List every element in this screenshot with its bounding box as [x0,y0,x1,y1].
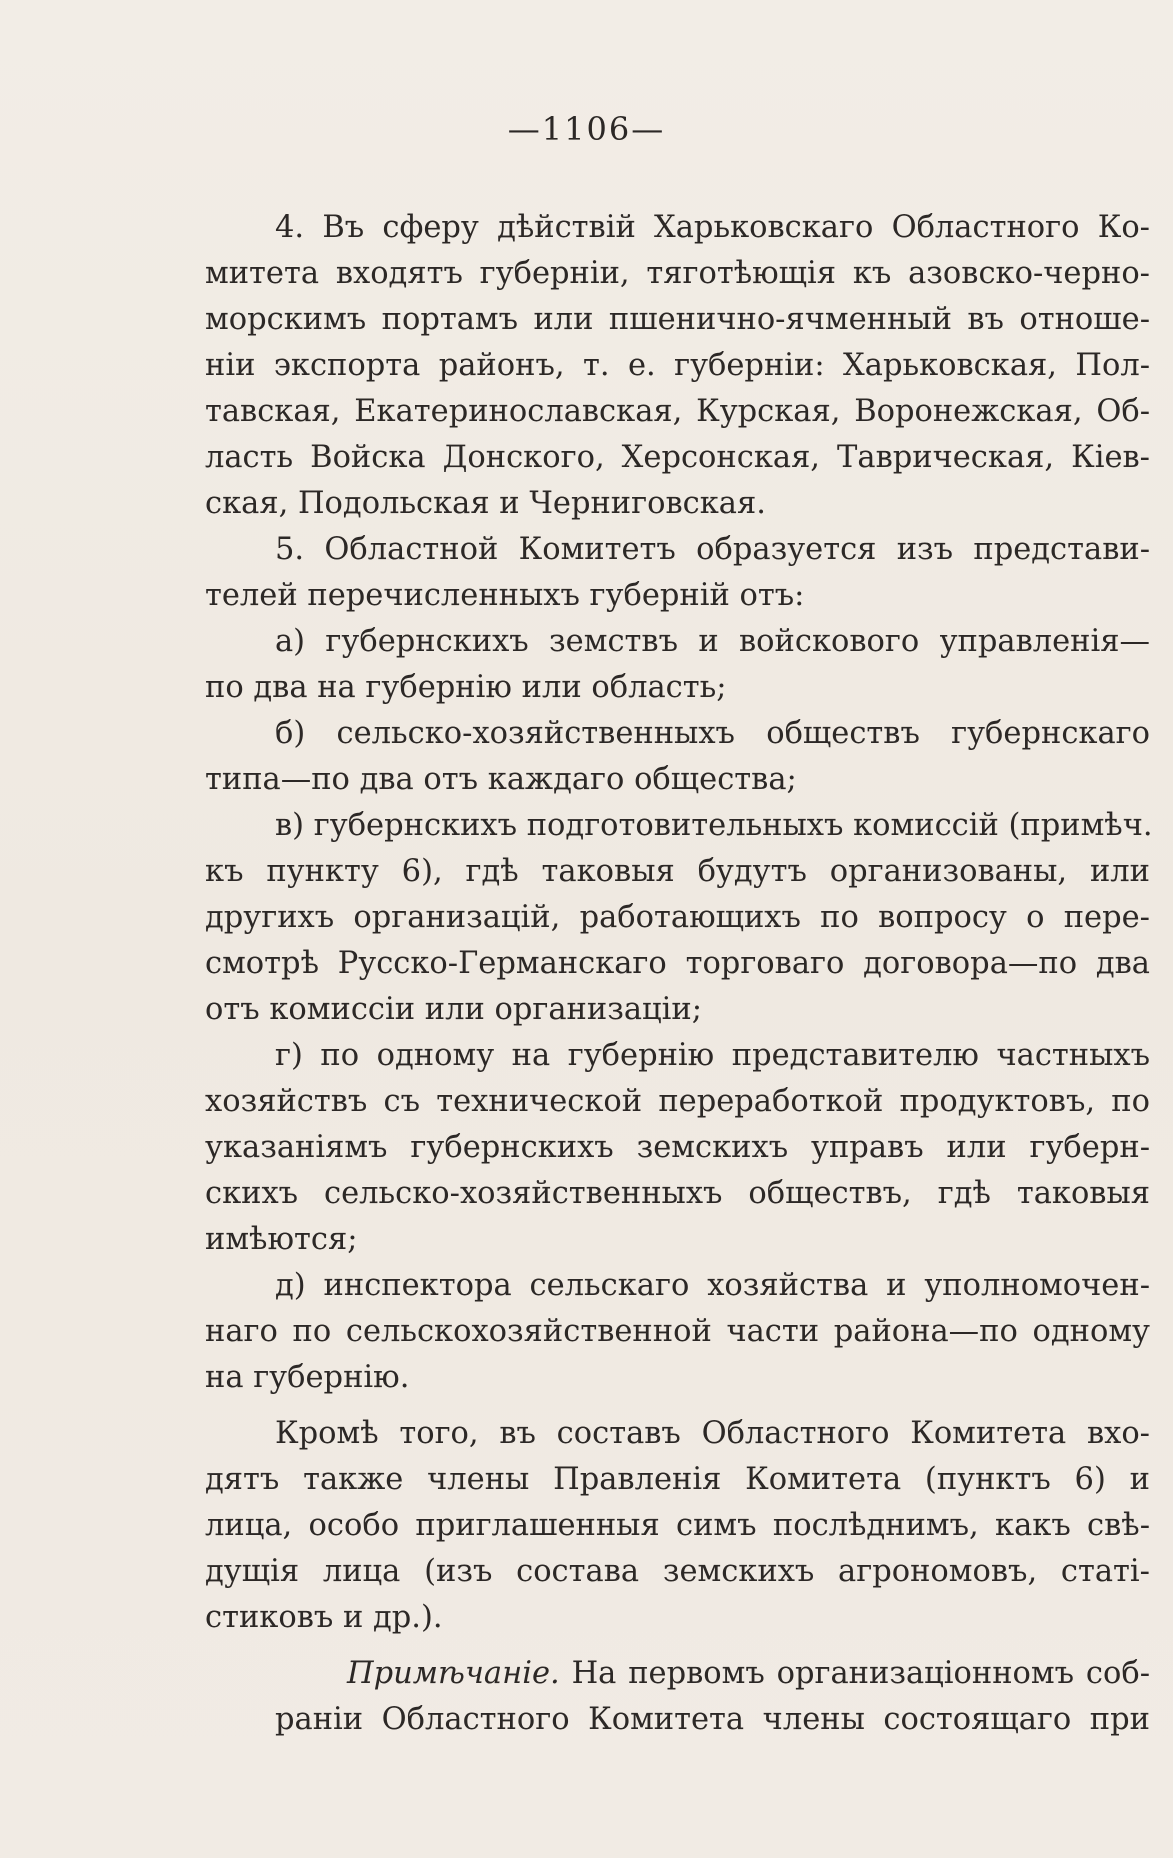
text-line: ласть Войска Донского, Херсонская, Таврическая, Кіев- [205,440,1150,475]
text-line: къ пункту 6), гдѣ таковыя будутъ организованы, или [205,854,1150,889]
text-line: г) по одному на губернію представителю частныхъ [275,1038,1150,1073]
item-d [205,1263,1150,1401]
text-line: по два на губернію или область; [205,670,727,705]
item-v [205,803,1153,1033]
paragraph-5 [205,527,1150,619]
item-a [205,619,1150,711]
text-line: указаніямъ губернскихъ земскихъ управъ или губерн- [205,1130,1150,1165]
text-line: 5. Областной Комитетъ образуется изъ представи- [275,532,1150,567]
text-line: телей перечисленныхъ губерній отъ: [205,578,805,613]
text-line: лица, особо приглашенныя симъ послѣднимъ, какъ свѣ- [205,1508,1150,1543]
text-line: б) сельско-хозяйственныхъ обществъ губернскаго [275,716,1150,751]
text-line: имѣются; [205,1222,358,1257]
paragraph-krome [205,1411,1150,1641]
text-line: Кромѣ того, въ составъ Областного Комитета вхо- [275,1416,1150,1451]
text-line: ніи экспорта районъ, т. е. губерніи: Харьковская, Пол- [205,348,1150,383]
note-first-line [205,1651,1150,1697]
text-line: 4. Въ сферу дѣйствій Харьковскаго Областного Ко- [275,210,1150,245]
text-line: отъ комиссіи или организаціи; [205,992,702,1027]
note-label: Примѣчаніе. [347,1656,560,1691]
text-line: д) инспектора сельскаго хозяйства и уполномочен- [275,1268,1150,1303]
text-line: типа—по два отъ каждаго общества; [205,762,797,797]
page-number: —1106— [507,110,666,148]
text-line: митета входятъ губерніи, тяготѣющія къ азовско-черно- [205,256,1150,291]
text-line: хозяйствъ съ технической переработкой продуктовъ, по [205,1084,1150,1119]
note-first-line-text: На первомъ организаціонномъ соб- [571,1656,1150,1691]
text-line: дятъ также члены Правленія Комитета (пунктъ 6) и [205,1462,1150,1497]
paragraph-4 [205,205,1150,527]
text-line: ская, Подольская и Черниговская. [205,486,766,521]
text-line: смотрѣ Русско-Германскаго торговаго договора—по два [205,946,1150,981]
text-line: тавская, Екатеринославская, Курская, Воронежская, Об- [205,394,1150,429]
item-b [205,711,1150,803]
text-line: раніи Областного Комитета члены состоящаго при [275,1702,1150,1737]
body-text [205,205,1153,1743]
text-line: в) губернскихъ подготовительныхъ комиссій (примѣч. [275,808,1153,843]
item-g [205,1033,1150,1263]
text-line: дущія лица (изъ состава земскихъ агрономовъ, статі- [205,1554,1150,1589]
text-line: морскимъ портамъ или пшенично-ячменный въ отноше- [205,302,1150,337]
text-line: наго по сельскохозяйственной части района—по одному [205,1314,1150,1349]
text-line: на губернію. [205,1360,410,1395]
note-paragraph [205,1651,1150,1743]
text-line: скихъ сельско-хозяйственныхъ обществъ, гдѣ таковыя [205,1176,1150,1211]
text-line: стиковъ и др.). [205,1600,443,1635]
text-line: а) губернскихъ земствъ и войскового управленія— [275,624,1150,659]
text-line: другихъ организацій, работающихъ по вопросу о пере- [205,900,1150,935]
